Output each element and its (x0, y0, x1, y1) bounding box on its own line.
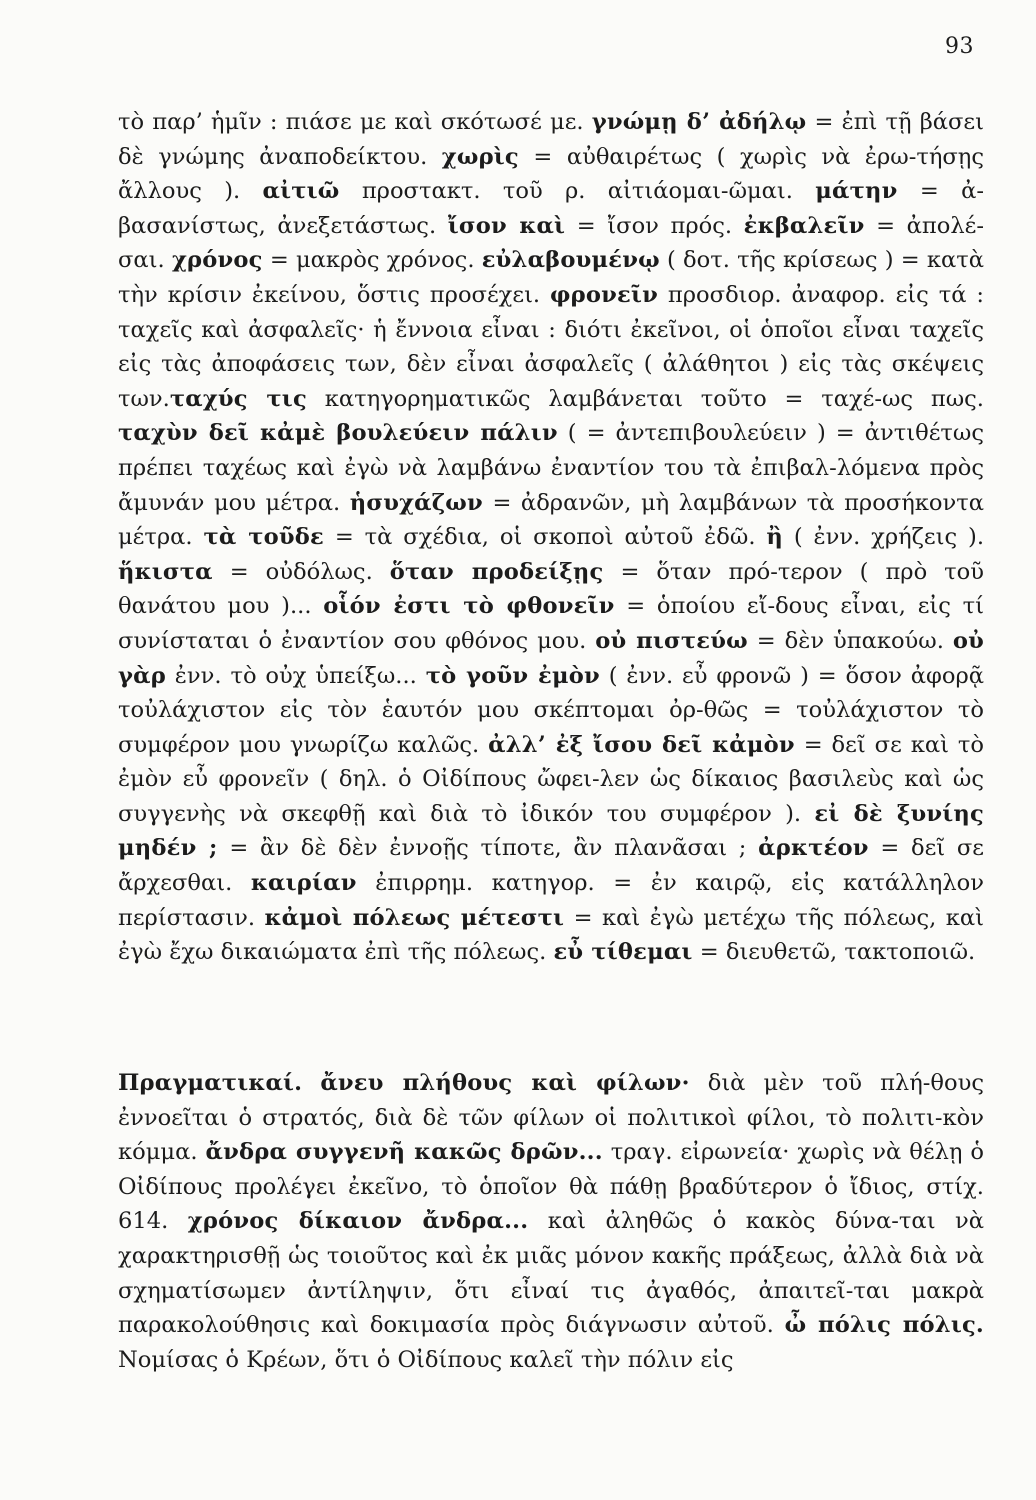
lemma: ὅταν προδείξῃς (389, 558, 604, 585)
lemma: οὐ γὰρ (118, 627, 984, 689)
lemma: καιρίαν (250, 870, 357, 897)
text-run: = ἴσον πρός. (565, 212, 744, 239)
lemma: χρόνος δίκαιον ἄνδρα... (187, 1208, 529, 1235)
text-run: = αὐθαιρέτως ( χωρὶς νὰ ἐρω-τήσῃς ἄλλους ). (118, 143, 984, 205)
text-run: = οὐδόλως. (212, 558, 390, 585)
text-run: = δεῖ σε ἄρχεσθαι. (118, 835, 985, 897)
text-run: ( δοτ. τῆς κρίσεως ) = κατὰ τὴν κρίσιν ἐκείνου, ὅστις προσέχει. (118, 247, 985, 308)
lemma: ἥκιστα (118, 558, 213, 585)
text-run: τραγ. εἰρωνεία· χωρὶς νὰ θέλῃ ὁ Οἰδίπους προλέγει ἐκεῖνο, τὸ ὁποῖον θὰ πάθῃ βραδύτερον ὁ ἴδιος, στίχ. 614. (118, 1139, 984, 1235)
lemma: τὰ τοῦδε (203, 524, 324, 551)
text-run (302, 1070, 320, 1096)
text-run: ἐπιρρημ. κατηγορ. = ἐν καιρῷ, εἰς κατάλληλον περίστασιν. (118, 870, 984, 931)
lemma: κἀμοὶ πόλεως μέτεστι (264, 904, 565, 931)
lemma: τὸ γοῦν ἐμὸν (425, 662, 600, 689)
text-run: ( ἐνν. χρήζεις ). (783, 524, 985, 551)
realia-text (118, 1066, 984, 1377)
text-run: = ὅταν πρό-τερον ( πρὸ τοῦ θανάτου μου )... (118, 558, 984, 620)
lemma: ἄνδρα συγγενῆ κακῶς δρῶν... (205, 1139, 603, 1166)
text-run: κατηγορηματικῶς λαμβάνεται τοῦτο = ταχέ-ως πως. (306, 385, 984, 412)
lemma: ἴσον καὶ (447, 212, 566, 239)
text-run: = τὰ σχέδια, οἱ σκοποὶ αὐτοῦ ἐδῶ. (323, 524, 767, 551)
lemma: αἰτιῶ (262, 178, 340, 205)
commentary-text (118, 105, 984, 970)
lemma: οὐ πιστεύω (595, 627, 748, 654)
text-run: ( ἐνν. εὖ φρονῶ ) = ὅσον ἀφορᾷ τοὐλάχιστον εἰς τὸν ἑαυτόν μου σκέπτομαι ὀρ-θῶς = τοὐλάχιστον τὸ συμφέρον μου γνωρίζω καλῶς. (118, 662, 984, 758)
text-run: = δεῖ σε καὶ τὸ ἐμὸν εὖ φρονεῖν ( δηλ. ὁ Οἰδίπους ὤφει-λεν ὡς δίκαιος βασιλεὺς καὶ ὡς συγγενὴς νὰ σκεφθῇ καὶ διὰ τὸ ἰδικόν του συμφέρον ). (118, 731, 984, 827)
lemma: ἢ (766, 524, 783, 551)
lemma: ἀρκτέον (758, 835, 869, 862)
lemma: χρόνος (171, 247, 263, 274)
text-run: καὶ ἀληθῶς ὁ κακὸς δύνα-ται νὰ χαρακτηρισθῇ ὡς τοιοῦτος καὶ ἐκ μιᾶς μόνον κακῆς πράξεως, ἀλλὰ διὰ νὰ σχηματίσωμεν ἀντίληψιν, ὅτι εἶναί τις ἀγαθός, ἀπαιτεῖ-ται μακρὰ παρακολούθησις καὶ δοκιμασία πρὸς διάγνωσιν αὐτοῦ. (118, 1208, 985, 1339)
lemma: ἀλλ’ ἐξ ἴσου δεῖ κἀμὸν (488, 731, 795, 758)
lemma: χωρὶς (441, 143, 519, 170)
lemma: ἐκβαλεῖν (743, 212, 865, 239)
lemma: ὦ πόλις πόλις. (784, 1312, 984, 1339)
text-run: διὰ μὲν τοῦ πλή-θους ἐννοεῖται ὁ στρατός, διὰ δὲ τῶν φίλων οἱ πολιτικοὶ φίλοι, τὸ πολιτι-κὸν κόμμα. (118, 1070, 985, 1166)
text-run: = μακρὸς χρόνος. (262, 247, 482, 274)
text-run: προσδιορ. ἀναφορ. εἰς τά : ταχεῖς καὶ ἀσφαλεῖς· ἡ ἔννοια εἶναι : διότι ἐκεῖνοι, οἱ ὁποῖοι εἶναι ταχεῖς εἰς τὰς ἀποφάσεις των, δὲν εἶναι ἀσφαλεῖς ( ἀλάθητοι ) εἰς τὰς σκέψεις των. (118, 281, 984, 412)
lemma: φρονεῖν (550, 281, 658, 308)
lemma: οἷόν ἐστι τὸ φθονεῖν (323, 593, 615, 620)
page-number: 93 (945, 34, 974, 59)
text-run: ( = ἀντεπιβουλεύειν ) = ἀντιθέτως πρέπει ταχέως καὶ ἐγὼ νὰ λαμβάνω ἐναντίον του τὰ ἐπιβαλ-λόμενα πρὸς ἄμυνάν μου μέτρα. (118, 420, 984, 516)
lemma: ἡσυχάζων (349, 489, 483, 516)
lemma: ταχύς τις (169, 385, 307, 412)
realia-paragraph (118, 1066, 984, 1377)
commentary-paragraph (118, 105, 984, 970)
text-run: = καὶ ἐγὼ μετέχω τῆς πόλεως, καὶ ἐγὼ ἔχω δικαιώματα ἐπὶ τῆς πόλεως. (118, 904, 984, 966)
lemma: μάτην (815, 178, 898, 205)
section-heading: Πραγματικαί. (118, 1070, 303, 1096)
lemma: εὖ τίθεμαι (553, 939, 693, 966)
lemma: γνώμῃ δ’ ἀδήλῳ (591, 109, 807, 135)
text-run: = ἀπολέ-σαι. (118, 212, 984, 274)
text-run: = ἐπὶ τῇ βάσει δὲ γνώμης ἀναποδείκτου. (118, 109, 984, 170)
text-run: τὸ παρ’ ἡμῖν : πιάσε με καὶ σκότωσέ με. (118, 109, 592, 135)
lemma: ταχὺν δεῖ κἀμὲ βουλεύειν πάλιν (118, 420, 558, 447)
text-run: Νομίσας ὁ Κρέων, ὅτι ὁ Οἰδίπους καλεῖ τὴν πόλιν εἰς (118, 1346, 734, 1373)
lemma: εὐλαβουμένῳ (481, 247, 660, 274)
lemma: ἄνευ πλήθους καὶ φίλων· (320, 1070, 690, 1096)
text-run: προστακτ. τοῦ ρ. αἰτιάομαι-ῶμαι. (339, 178, 816, 205)
lemma: εἰ δὲ ξυνίης μηδέν ; (118, 800, 984, 862)
text-run: = ἀδρανῶν, μὴ λαμβάνων τὰ προσήκοντα μέτρα. (118, 489, 984, 551)
text-run: = διευθετῶ, τακτοποιῶ. (692, 939, 976, 966)
text-run: = ὁποίου εἴ-δους εἶναι, εἰς τί συνίσταται ὁ ἐναντίον σου φθόνος μου. (118, 593, 984, 654)
text-run: = ἀ-βασανίστως, ἀνεξετάστως. (118, 178, 984, 239)
text-run: ἐνν. τὸ οὐχ ὑπείξω... (165, 662, 426, 689)
text-run: = δὲν ὑπακούω. (747, 627, 953, 654)
text-run: = ἂν δὲ δὲν ἐννοῇς τίποτε, ἂν πλανᾶσαι ; (217, 835, 759, 862)
